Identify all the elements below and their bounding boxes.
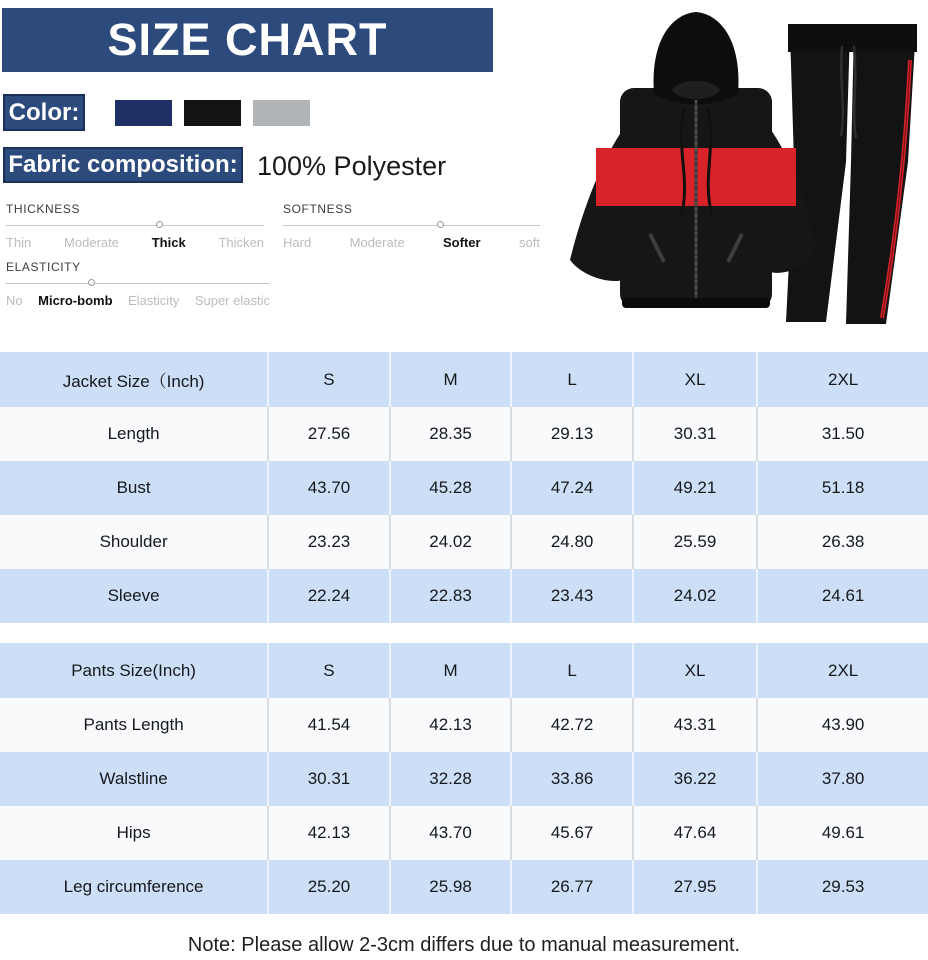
table-header-cell: 2XL bbox=[757, 352, 928, 407]
table-cell: 30.31 bbox=[633, 407, 757, 461]
table-header-cell: L bbox=[511, 643, 633, 698]
scale-marker-icon bbox=[156, 221, 163, 228]
table-cell: 25.98 bbox=[390, 860, 512, 914]
table-cell: 49.21 bbox=[633, 461, 757, 515]
table-cell: 36.22 bbox=[633, 752, 757, 806]
scale-option: Thick bbox=[151, 235, 186, 250]
scale-option: No bbox=[6, 293, 23, 308]
color-swatches bbox=[115, 100, 310, 126]
table-cell: 47.24 bbox=[511, 461, 633, 515]
table-row bbox=[0, 806, 928, 860]
table-cell: 27.56 bbox=[268, 407, 390, 461]
table-cell: 45.28 bbox=[390, 461, 512, 515]
pants-size-table bbox=[0, 643, 928, 914]
scale-option: Thicken bbox=[218, 235, 264, 250]
scale-option: Thin bbox=[6, 235, 32, 250]
table-cell: 33.86 bbox=[511, 752, 633, 806]
scale-option: Elasticity bbox=[128, 293, 180, 308]
scale-title: THICKNESS bbox=[6, 202, 81, 216]
table-cell: Leg circumference bbox=[0, 860, 268, 914]
table-header-cell: Pants Size(Inch) bbox=[0, 643, 268, 698]
table-cell: 51.18 bbox=[757, 461, 928, 515]
table-cell: Sleeve bbox=[0, 569, 268, 623]
table-header-cell: S bbox=[268, 352, 390, 407]
table-cell: 43.70 bbox=[390, 806, 512, 860]
table-row bbox=[0, 860, 928, 914]
scale-track bbox=[6, 283, 270, 293]
thickness-scale bbox=[6, 202, 264, 250]
table-cell: 26.38 bbox=[757, 515, 928, 569]
table-cell: 29.53 bbox=[757, 860, 928, 914]
elasticity-scale bbox=[6, 260, 270, 308]
table-cell: 24.02 bbox=[633, 569, 757, 623]
scale-option: Softer bbox=[443, 235, 481, 250]
table-cell: Hips bbox=[0, 806, 268, 860]
scale-options bbox=[6, 293, 270, 308]
scale-option: Micro-bomb bbox=[38, 293, 113, 308]
table-cell: 27.95 bbox=[633, 860, 757, 914]
table-cell: 24.02 bbox=[390, 515, 512, 569]
table-cell: 23.43 bbox=[511, 569, 633, 623]
table-cell: Shoulder bbox=[0, 515, 268, 569]
table-header-row bbox=[0, 352, 928, 407]
table-header-row bbox=[0, 643, 928, 698]
table-cell: 47.64 bbox=[633, 806, 757, 860]
table-header-cell: L bbox=[511, 352, 633, 407]
table-cell: 43.70 bbox=[268, 461, 390, 515]
table-cell: 43.31 bbox=[633, 698, 757, 752]
fabric-composition-value: 100% Polyester bbox=[257, 151, 447, 181]
table-cell: 41.54 bbox=[268, 698, 390, 752]
hoodie-illustration bbox=[570, 12, 816, 308]
table-row bbox=[0, 407, 928, 461]
table-cell: 49.61 bbox=[757, 806, 928, 860]
table-cell: 37.80 bbox=[757, 752, 928, 806]
table-row bbox=[0, 569, 928, 623]
scale-title: SOFTNESS bbox=[283, 202, 353, 216]
scale-option: Moderate bbox=[64, 235, 119, 250]
table-cell: Walstline bbox=[0, 752, 268, 806]
table-header-cell: M bbox=[390, 352, 512, 407]
table-header-cell: Jacket Size（Inch) bbox=[0, 352, 268, 407]
table-row bbox=[0, 461, 928, 515]
table-cell: Bust bbox=[0, 461, 268, 515]
table-cell: 45.67 bbox=[511, 806, 633, 860]
scale-option: Super elastic bbox=[194, 293, 270, 308]
table-cell: 30.31 bbox=[268, 752, 390, 806]
color-swatch-grey bbox=[253, 100, 310, 126]
table-cell: 24.80 bbox=[511, 515, 633, 569]
table-cell: 42.72 bbox=[511, 698, 633, 752]
product-image bbox=[556, 2, 928, 340]
table-header-cell: M bbox=[390, 643, 512, 698]
table-cell: 42.13 bbox=[390, 698, 512, 752]
softness-scale bbox=[283, 202, 540, 250]
table-cell: 22.83 bbox=[390, 569, 512, 623]
table-row bbox=[0, 515, 928, 569]
scale-options bbox=[6, 235, 264, 250]
scale-title: ELASTICITY bbox=[6, 260, 81, 274]
color-swatch-navy-blue bbox=[115, 100, 172, 126]
table-cell: 25.59 bbox=[633, 515, 757, 569]
table-cell: 25.20 bbox=[268, 860, 390, 914]
table-cell: 26.77 bbox=[511, 860, 633, 914]
table-row bbox=[0, 698, 928, 752]
scale-marker-icon bbox=[437, 221, 444, 228]
table-header-cell: S bbox=[268, 643, 390, 698]
table-row bbox=[0, 752, 928, 806]
table-cell: Pants Length bbox=[0, 698, 268, 752]
table-cell: Length bbox=[0, 407, 268, 461]
table-header-cell: 2XL bbox=[757, 643, 928, 698]
table-cell: 22.24 bbox=[268, 569, 390, 623]
table-cell: 43.90 bbox=[757, 698, 928, 752]
color-label: Color: bbox=[3, 94, 85, 131]
measurement-note: Note: Please allow 2-3cm differs due to manual measurement. bbox=[187, 934, 741, 956]
scale-option: soft bbox=[519, 235, 540, 250]
scale-options bbox=[283, 235, 540, 250]
scale-track bbox=[6, 225, 264, 235]
scale-option: Hard bbox=[283, 235, 312, 250]
table-cell: 24.61 bbox=[757, 569, 928, 623]
table-header-cell: XL bbox=[633, 643, 757, 698]
fabric-composition-label: Fabric composition: bbox=[3, 147, 243, 183]
table-cell: 28.35 bbox=[390, 407, 512, 461]
scale-marker-icon bbox=[88, 279, 95, 286]
color-swatch-black bbox=[184, 100, 241, 126]
table-cell: 23.23 bbox=[268, 515, 390, 569]
table-header-cell: XL bbox=[633, 352, 757, 407]
scale-option: Moderate bbox=[349, 235, 405, 250]
table-cell: 32.28 bbox=[390, 752, 512, 806]
table-cell: 31.50 bbox=[757, 407, 928, 461]
table-cell: 42.13 bbox=[268, 806, 390, 860]
jacket-size-table bbox=[0, 352, 928, 623]
scale-track bbox=[283, 225, 540, 235]
pants-illustration bbox=[786, 24, 917, 324]
page-title: SIZE CHART bbox=[2, 8, 493, 72]
table-cell: 29.13 bbox=[511, 407, 633, 461]
